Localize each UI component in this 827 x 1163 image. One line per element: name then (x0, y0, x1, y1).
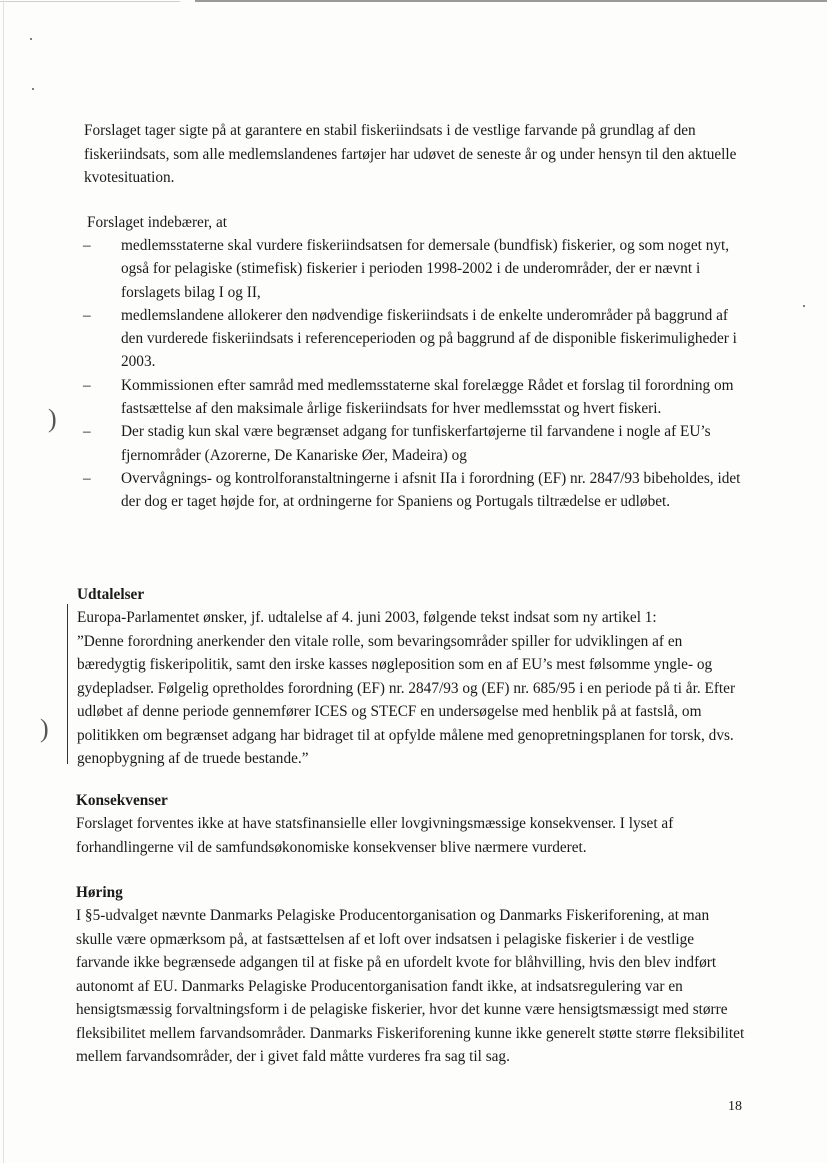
scan-speck (803, 305, 805, 307)
list-item (83, 304, 749, 374)
list-item-text: Kommissionen efter samråd med medlemsstaterne skal forelægge Rådet et forslag til forordning om fastsættelse af den maksimale årlige fiskeriindsats for hver medlemsstat og hvert fiskeri. (121, 376, 734, 418)
intro-paragraph: Forslaget tager sigte på at garantere en stabil fiskeriindsats i de vestlige farvande på grundlag af den fiskeriindsats, som alle medlemslandenes fartøjer har udøvet de seneste år og under hensyn til den aktuelle kvotesituation. (84, 122, 737, 186)
proposal-list (83, 234, 749, 514)
dash-marker: – (83, 306, 91, 324)
lead-line: Forslaget indebærer, at (87, 214, 227, 231)
scan-speck (30, 38, 32, 40)
list-item-text: medlemslandene allokerer den nødvendige fiskeriindsats i de enkelte underområder på baggrund af den vurderede fiskeriindsats i referenceperioden og på baggrund af de disponible fiskerimuligheder i 2003. (121, 306, 737, 371)
scan-left-edge (3, 0, 4, 1163)
dash-marker: – (83, 423, 91, 441)
scan-speck (32, 88, 34, 90)
section-horing (76, 881, 748, 1069)
page-number: 18 (728, 1099, 742, 1114)
list-item-text: Overvågnings- og kontrolforanstaltningerne i afsnit IIa i forordning (EF) nr. 2847/93 bibeholdes, idet der dog er taget højde for, at ordningerne for Spaniens og Portugals tiltrædelse er udløbet. (121, 469, 741, 511)
list-item-text: Der stadig kun skal være begrænset adgang for tunfiskerfartøjerne til farvandene i nogle af EU’s fjernområder (Azorerne, De Kanariske Øer, Madeira) og (121, 423, 711, 464)
section-konsekvenser (76, 789, 742, 859)
list-item (83, 467, 749, 514)
section-heading: Konsekvenser (76, 792, 168, 809)
list-item-text: medlemsstaterne skal vurdere fiskeriindsatsen for demersale (bundfisk) fiskerier, og som noget nyt, også for pelagiske (stimefisk) fiskerier i perioden 1998-2002 i de underområder, der er nævnt i forslagets bilag I og II, (121, 237, 730, 301)
list-item (83, 234, 749, 304)
section-text: Forslaget forventes ikke at have statsfinansielle eller lovgivningsmæssige konsekvenser. I lyset af forhandlingerne vil de samfundsøkonomiske konsekvenser blive nærmere vurderet. (76, 815, 674, 856)
list-item (83, 374, 749, 421)
binder-hole-mark: ) (48, 404, 57, 433)
section-text: I §5-udvalget nævnte Danmarks Pelagiske Producentorganisation og Danmarks Fiskeriforening, at man skulle være opmærksom på, at fastsættelsen af et loft over indsatsen i pelagiske fiskerier i de vestlige farvande ikke begrænsede adgangen til at fiske på en ufordelt kvote for blåhvilling, hvis den blev indført autonomt af EU. Danmarks Pelagiske Producentorganisation fandt ikke, at indsatsregulering var en hensigtsmæssig forvaltningsform i de pelagiske fiskerier, hvor det kunne være hensigtsmæssigt med større fleksibilitet mellem farvandsområder. Danmarks Fiskeriforening kunne ikke generelt støtte større fleksibilitet mellem farvandsområder, der i givet fald måtte vurderes fra sag til sag. (76, 907, 745, 1065)
dash-marker: – (83, 237, 91, 254)
binder-hole-mark: ) (40, 714, 49, 743)
dash-marker: – (83, 376, 91, 394)
section-heading: Høring (76, 884, 123, 901)
dash-marker: – (83, 469, 91, 487)
section-heading: Udtalelser (77, 586, 145, 603)
margin-bar (67, 604, 68, 764)
scan-top-edge (195, 0, 827, 2)
scan-top-edge-left (0, 1, 180, 2)
list-item (83, 420, 749, 467)
quote-text: ”Denne forordning anerkender den vitale rolle, som bevaringsområder spiller for udviklingen af en bæredygtig fiskeripolitik, samt den irske kasses nøgleposition som en af EU’s mest følsomme yngle- og gydepladser. Følgelig opretholdes forordning (EF) nr. 2847/93 og (EF) nr. 685/95 i en periode på ti år. Efter udløbet af denne periode gennemfører ICES og STECF en undersøgelse med henblik på at fastslå, om politikken om begrænset adgang har bidraget til at opfylde målene med genopretningsplanen for torsk, dvs. genopbygning af de truede bestande.” (77, 632, 736, 767)
section-udtalelser (77, 583, 751, 771)
section-text: Europa-Parlamentet ønsker, jf. udtalelse af 4. juni 2003, følgende tekst indsat som ny artikel 1: (77, 609, 657, 626)
